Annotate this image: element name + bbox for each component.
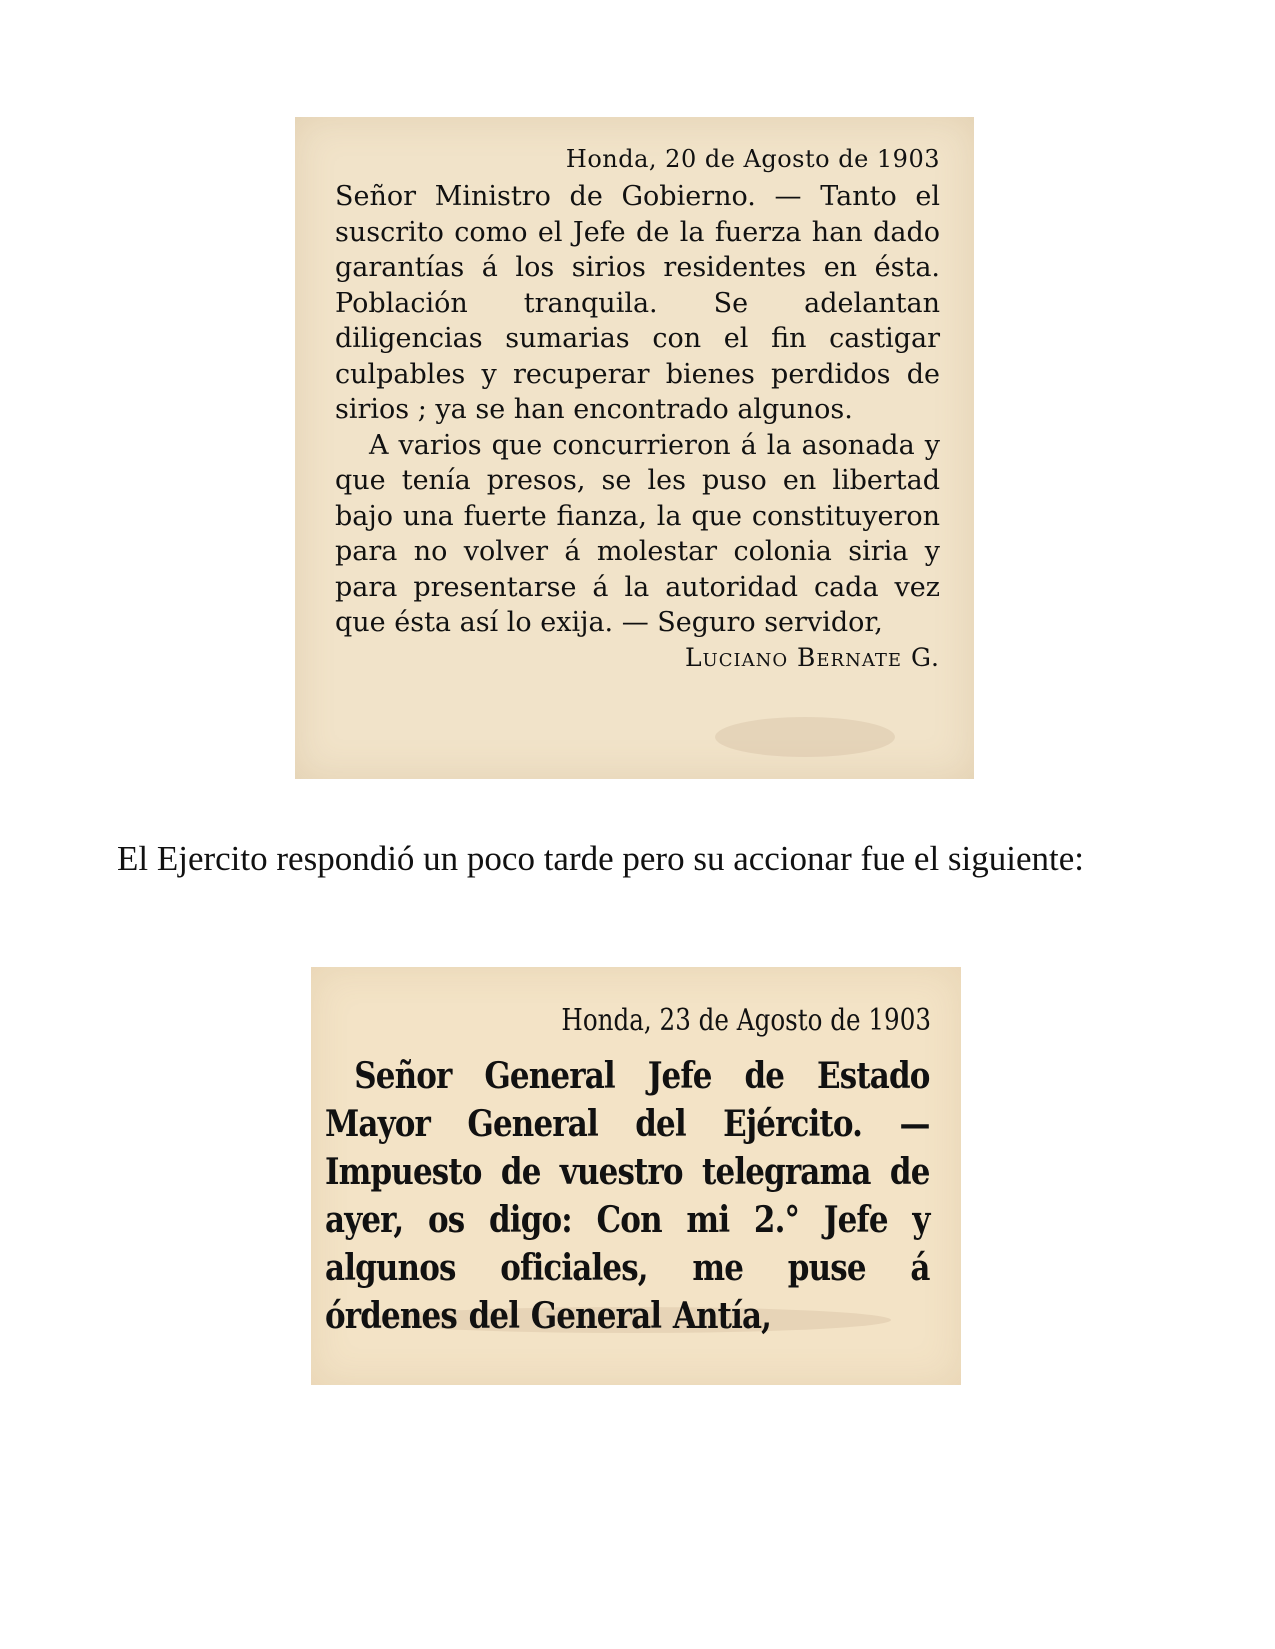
clipping-2-paragraph-1: Señor General Jefe de Estado Mayor General del Ejército. — Impuesto de vuestro telegrama de ayer, os digo: Con mi 2.° Jefe y algunos oficiales, me puse á órdenes del General Antía, bbox=[325, 1055, 930, 1337]
clipping-1-paragraph-2: A varios que concurrieron á la asonada y que tenía presos, se les puso en libertad bajo una fuerte fianza, la que constituyeron para no volver á molestar colonia siria y para presentarse á la autoridad cada vez que ésta así lo exija. — Seguro servidor, bbox=[335, 429, 940, 638]
newspaper-clipping-2 bbox=[311, 967, 961, 1385]
clipping-1-signature: Luciano Bernate G. bbox=[684, 642, 940, 672]
clipping-1-paragraph-1: Señor Ministro de Gobierno. — Tanto el suscrito como el Jefe de la fuerza han dado garantías á los sirios residentes en ésta. Población tranquila. Se adelantan diligencias sumarias con el fin castigar culpables y recuperar bienes perdidos de sirios ; ya se han encontrado algunos. bbox=[335, 181, 940, 425]
body-paragraph: El Ejercito respondió un poco tarde pero su accionar fue el siguiente: bbox=[117, 839, 1085, 878]
newspaper-clipping-1 bbox=[295, 117, 974, 779]
clipping-1-dateline: Honda, 20 de Agosto de 1903 bbox=[565, 145, 940, 173]
clipping-2-dateline: Honda, 23 de Agosto de 1903 bbox=[561, 1003, 931, 1038]
paper-stain bbox=[715, 717, 895, 757]
